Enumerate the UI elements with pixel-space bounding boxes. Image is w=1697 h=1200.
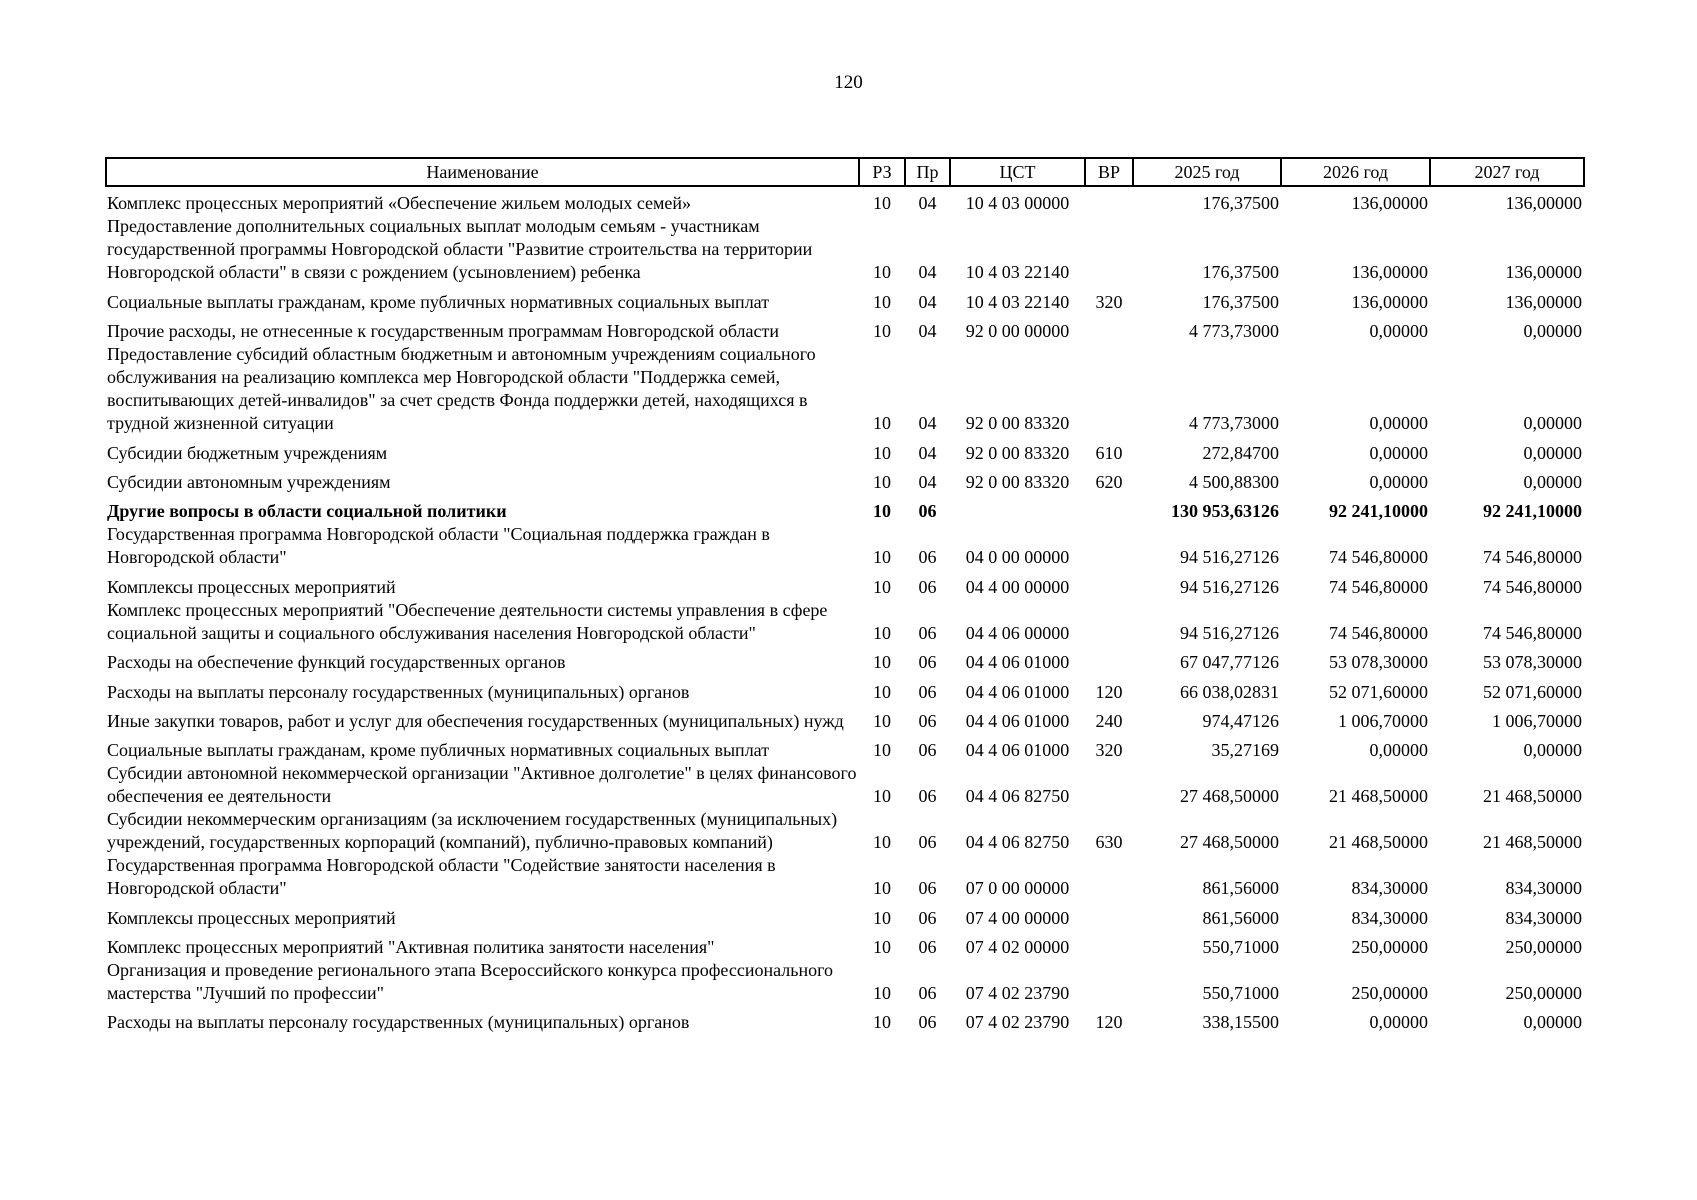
header-2025: 2025 год xyxy=(1133,158,1281,186)
cell-rz: 10 xyxy=(873,681,891,702)
cell-rz: 10 xyxy=(873,576,891,597)
header-2026: 2026 год xyxy=(1281,158,1430,186)
cell-y2027: 136,00000 xyxy=(1505,291,1582,312)
cell-y2026: 74 546,80000 xyxy=(1329,547,1428,568)
cell-cst: 04 4 06 01000 xyxy=(965,710,1070,731)
cell-y2027: 0,00000 xyxy=(1523,740,1582,761)
cell-cst: 07 4 00 00000 xyxy=(965,907,1070,928)
cell-name: Организация и проведение регионального этапа Всероссийского конкурса профессионального мастерства "Лучший по профессии" xyxy=(107,960,834,1004)
cell-y2026: 834,30000 xyxy=(1351,907,1428,928)
cell-vr xyxy=(1085,854,1133,900)
table-row xyxy=(106,523,1584,569)
cell-cst: 92 0 00 00000 xyxy=(965,321,1070,342)
cell-y2026: 0,00000 xyxy=(1369,442,1428,463)
cell-cst: 10 4 03 22140 xyxy=(965,291,1070,312)
cell-y2027: 250,00000 xyxy=(1505,937,1582,958)
cell-name: Другие вопросы в области социальной политики xyxy=(107,501,507,522)
cell-rz: 10 xyxy=(873,907,891,928)
cell-y2027: 92 241,10000 xyxy=(1483,501,1582,522)
cell-y2025: 94 516,27126 xyxy=(1180,576,1279,597)
cell-y2026: 0,00000 xyxy=(1369,413,1428,434)
cell-cst: 07 4 02 00000 xyxy=(965,937,1070,958)
cell-pr: 06 xyxy=(918,710,937,731)
table-row xyxy=(106,900,1584,929)
cell-y2026: 92 241,10000 xyxy=(1329,501,1428,522)
cell-vr: 320 xyxy=(1095,740,1123,761)
cell-y2025: 4 500,88300 xyxy=(1189,471,1279,492)
cell-vr xyxy=(1085,343,1133,435)
cell-vr: 240 xyxy=(1095,710,1123,731)
cell-y2027: 53 078,30000 xyxy=(1483,652,1582,673)
cell-y2025: 27 468,50000 xyxy=(1180,786,1279,807)
cell-cst: 10 4 03 22140 xyxy=(965,262,1070,283)
cell-pr: 06 xyxy=(918,907,937,928)
cell-y2026: 53 078,30000 xyxy=(1329,652,1428,673)
cell-pr: 06 xyxy=(918,681,937,702)
cell-pr: 06 xyxy=(918,576,937,597)
cell-vr xyxy=(1085,494,1133,523)
cell-name: Комплекс процессных мероприятий «Обеспечение жильем молодых семей» xyxy=(107,193,692,214)
cell-rz: 10 xyxy=(873,321,891,342)
cell-rz: 10 xyxy=(873,442,891,463)
cell-vr xyxy=(1085,314,1133,343)
table-row xyxy=(106,435,1584,464)
table-row xyxy=(106,930,1584,959)
cell-name: Субсидии бюджетным учреждениям xyxy=(107,442,388,463)
cell-y2025: 550,71000 xyxy=(1202,983,1279,1004)
cell-y2027: 74 546,80000 xyxy=(1483,547,1582,568)
cell-y2027: 52 071,60000 xyxy=(1483,681,1582,702)
cell-y2026: 74 546,80000 xyxy=(1329,576,1428,597)
cell-vr xyxy=(1085,900,1133,929)
cell-name: Расходы на выплаты персоналу государственных (муниципальных) органов xyxy=(107,681,690,702)
cell-rz: 10 xyxy=(873,471,891,492)
cell-name: Расходы на обеспечение функций государственных органов xyxy=(107,652,566,673)
cell-y2026: 136,00000 xyxy=(1351,193,1428,214)
cell-pr: 04 xyxy=(918,471,937,492)
cell-y2025: 35,27169 xyxy=(1211,740,1279,761)
cell-y2026: 1 006,70000 xyxy=(1338,710,1428,731)
cell-pr: 06 xyxy=(918,740,937,761)
cell-y2025: 94 516,27126 xyxy=(1180,622,1279,643)
cell-rz: 10 xyxy=(873,547,891,568)
cell-y2027: 0,00000 xyxy=(1523,413,1582,434)
cell-y2026: 834,30000 xyxy=(1351,878,1428,899)
cell-cst: 04 4 06 01000 xyxy=(965,740,1070,761)
cell-y2027: 1 006,70000 xyxy=(1492,710,1582,731)
cell-pr: 06 xyxy=(918,983,937,1004)
cell-cst: 92 0 00 83320 xyxy=(965,471,1070,492)
cell-rz: 10 xyxy=(873,937,891,958)
cell-y2027: 136,00000 xyxy=(1505,262,1582,283)
cell-name: Субсидии некоммерческим организациям (за исключением государственных (муниципальных) учреждений, государственных корпораций (компаний), публично-правовых компаний) xyxy=(107,809,838,853)
cell-rz: 10 xyxy=(873,291,891,312)
cell-name: Прочие расходы, не отнесенные к государственным программам Новгородской области xyxy=(107,321,779,342)
cell-y2027: 21 468,50000 xyxy=(1483,786,1582,807)
cell-pr: 04 xyxy=(918,193,937,214)
cell-name: Иные закупки товаров, работ и услуг для обеспечения государственных (муниципальных) нужд xyxy=(107,710,844,731)
cell-rz: 10 xyxy=(873,262,891,283)
cell-y2025: 176,37500 xyxy=(1202,193,1279,214)
cell-vr xyxy=(1085,569,1133,598)
cell-y2026: 0,00000 xyxy=(1369,740,1428,761)
cell-vr: 320 xyxy=(1095,291,1123,312)
cell-vr: 630 xyxy=(1095,832,1123,853)
cell-pr: 04 xyxy=(918,291,937,312)
page-number: 120 xyxy=(834,72,863,93)
cell-y2025: 130 953,63126 xyxy=(1171,501,1279,522)
cell-vr: 120 xyxy=(1095,1012,1123,1033)
header-vr: ВР xyxy=(1085,158,1133,186)
cell-y2025: 338,15500 xyxy=(1202,1012,1279,1033)
cell-pr: 04 xyxy=(918,262,937,283)
cell-name: Государственная программа Новгородской области "Социальная поддержка граждан в Новгородской области" xyxy=(107,524,770,568)
cell-y2025: 4 773,73000 xyxy=(1189,321,1279,342)
cell-y2025: 27 468,50000 xyxy=(1180,832,1279,853)
header-pr: Пр xyxy=(905,158,950,186)
cell-cst: 04 4 06 01000 xyxy=(965,681,1070,702)
cell-pr: 04 xyxy=(918,413,937,434)
cell-y2027: 0,00000 xyxy=(1523,321,1582,342)
cell-vr xyxy=(1085,959,1133,1005)
cell-name: Комплексы процессных мероприятий xyxy=(107,907,396,928)
cell-vr xyxy=(1085,930,1133,959)
cell-cst: 04 4 06 82750 xyxy=(965,832,1070,853)
cell-pr: 04 xyxy=(918,321,937,342)
cell-rz: 10 xyxy=(873,193,891,214)
cell-y2025: 861,56000 xyxy=(1202,907,1279,928)
table-row xyxy=(106,959,1584,1005)
cell-rz: 10 xyxy=(873,740,891,761)
table-row xyxy=(106,343,1584,435)
cell-pr: 06 xyxy=(918,501,937,522)
cell-y2027: 74 546,80000 xyxy=(1483,576,1582,597)
cell-vr xyxy=(1085,215,1133,284)
table-row xyxy=(106,762,1584,808)
cell-y2025: 550,71000 xyxy=(1202,937,1279,958)
cell-y2026: 0,00000 xyxy=(1369,471,1428,492)
table-row xyxy=(106,645,1584,674)
cell-cst: 04 0 00 00000 xyxy=(965,547,1070,568)
cell-rz: 10 xyxy=(873,622,891,643)
cell-y2025: 67 047,77126 xyxy=(1180,652,1279,673)
cell-y2026: 0,00000 xyxy=(1369,1012,1428,1033)
cell-name: Государственная программа Новгородской области "Содействие занятости населения в Новгородской области" xyxy=(107,855,776,899)
table-row xyxy=(106,314,1584,343)
cell-vr xyxy=(1085,762,1133,808)
cell-vr xyxy=(1085,523,1133,569)
cell-vr: 120 xyxy=(1095,681,1123,702)
cell-name: Субсидии автономным учреждениям xyxy=(107,471,391,492)
cell-name: Социальные выплаты гражданам, кроме публичных нормативных социальных выплат xyxy=(107,291,770,312)
cell-cst: 04 4 06 01000 xyxy=(965,652,1070,673)
cell-y2027: 0,00000 xyxy=(1523,1012,1582,1033)
cell-name: Социальные выплаты гражданам, кроме публичных нормативных социальных выплат xyxy=(107,740,770,761)
cell-cst: 07 4 02 23790 xyxy=(965,1012,1070,1033)
cell-y2027: 74 546,80000 xyxy=(1483,622,1582,643)
cell-vr: 620 xyxy=(1095,471,1123,492)
cell-rz: 10 xyxy=(873,878,891,899)
table-row xyxy=(106,284,1584,313)
table-row xyxy=(106,854,1584,900)
cell-y2026: 250,00000 xyxy=(1351,937,1428,958)
cell-cst: 04 4 06 82750 xyxy=(965,786,1070,807)
cell-pr: 06 xyxy=(918,652,937,673)
cell-y2025: 861,56000 xyxy=(1202,878,1279,899)
cell-rz: 10 xyxy=(873,652,891,673)
cell-cst xyxy=(950,494,1085,523)
cell-rz: 10 xyxy=(873,413,891,434)
header-2027: 2027 год xyxy=(1430,158,1584,186)
cell-y2027: 834,30000 xyxy=(1505,907,1582,928)
cell-y2027: 834,30000 xyxy=(1505,878,1582,899)
cell-cst: 07 0 00 00000 xyxy=(965,878,1070,899)
table-body xyxy=(106,186,1584,1034)
table-row xyxy=(106,215,1584,284)
cell-rz: 10 xyxy=(873,832,891,853)
cell-vr: 610 xyxy=(1095,442,1123,463)
cell-y2026: 250,00000 xyxy=(1351,983,1428,1004)
cell-pr: 06 xyxy=(918,878,937,899)
table-row xyxy=(106,733,1584,762)
cell-rz: 10 xyxy=(873,710,891,731)
cell-y2027: 0,00000 xyxy=(1523,471,1582,492)
cell-name: Комплекс процессных мероприятий "Активная политика занятости населения" xyxy=(107,937,715,958)
cell-pr: 06 xyxy=(918,622,937,643)
cell-name: Субсидии автономной некоммерческой организации "Активное долголетие" в целях финансового обеспечения ее деятельности xyxy=(107,763,857,807)
cell-name: Расходы на выплаты персоналу государственных (муниципальных) органов xyxy=(107,1012,690,1033)
cell-rz: 10 xyxy=(873,1012,891,1033)
cell-y2027: 136,00000 xyxy=(1505,193,1582,214)
cell-y2025: 176,37500 xyxy=(1202,262,1279,283)
table-header xyxy=(106,158,1584,186)
table-row xyxy=(106,569,1584,598)
cell-y2025: 272,84700 xyxy=(1202,442,1279,463)
budget-table xyxy=(105,157,1585,1034)
cell-y2025: 974,47126 xyxy=(1202,710,1279,731)
cell-y2026: 0,00000 xyxy=(1369,321,1428,342)
header-name: Наименование xyxy=(106,158,859,186)
cell-pr: 06 xyxy=(918,832,937,853)
cell-y2027: 0,00000 xyxy=(1523,442,1582,463)
cell-y2026: 52 071,60000 xyxy=(1329,681,1428,702)
cell-y2025: 4 773,73000 xyxy=(1189,413,1279,434)
cell-y2026: 21 468,50000 xyxy=(1329,786,1428,807)
cell-y2026: 74 546,80000 xyxy=(1329,622,1428,643)
cell-vr xyxy=(1085,186,1133,215)
cell-pr: 06 xyxy=(918,786,937,807)
table-row xyxy=(106,808,1584,854)
cell-y2026: 21 468,50000 xyxy=(1329,832,1428,853)
cell-cst: 10 4 03 00000 xyxy=(965,193,1070,214)
header-cst: ЦСТ xyxy=(950,158,1085,186)
table-row xyxy=(106,465,1584,494)
cell-rz: 10 xyxy=(873,786,891,807)
cell-y2025: 176,37500 xyxy=(1202,291,1279,312)
header-rz: РЗ xyxy=(859,158,905,186)
cell-cst: 92 0 00 83320 xyxy=(965,413,1070,434)
table-row xyxy=(106,674,1584,703)
cell-y2025: 66 038,02831 xyxy=(1180,681,1279,702)
cell-name: Предоставление субсидий областным бюджетным и автономным учреждениям социального обслуживания на реализацию комплекса мер Новгородской области "Поддержка семей, воспитывающих детей-инвалидов" за счет средств Фонда поддержки детей, находящихся в трудной жизненной ситуации xyxy=(107,344,816,434)
table-row xyxy=(106,186,1584,215)
cell-cst: 04 4 06 00000 xyxy=(965,622,1070,643)
cell-cst: 07 4 02 23790 xyxy=(965,983,1070,1004)
table-row xyxy=(106,1005,1584,1034)
cell-rz: 10 xyxy=(873,501,891,522)
cell-cst: 92 0 00 83320 xyxy=(965,442,1070,463)
cell-y2026: 136,00000 xyxy=(1351,262,1428,283)
cell-vr xyxy=(1085,645,1133,674)
cell-pr: 06 xyxy=(918,547,937,568)
cell-rz: 10 xyxy=(873,983,891,1004)
cell-vr xyxy=(1085,599,1133,645)
cell-name: Предоставление дополнительных социальных выплат молодым семьям - участникам государственной программы Новгородской области "Развитие строительства на территории Новгородской области" в связи с рождением (усыновлением) ребенка xyxy=(107,216,813,283)
table-row xyxy=(106,599,1584,645)
cell-y2027: 250,00000 xyxy=(1505,983,1582,1004)
cell-cst: 04 4 00 00000 xyxy=(965,576,1070,597)
cell-y2026: 136,00000 xyxy=(1351,291,1428,312)
cell-name: Комплексы процессных мероприятий xyxy=(107,576,396,597)
cell-pr: 06 xyxy=(918,937,937,958)
table-row xyxy=(106,494,1584,523)
cell-name: Комплекс процессных мероприятий "Обеспечение деятельности системы управления в сфере социальной защиты и социального обслуживания населения Новгородской области" xyxy=(107,599,828,643)
cell-pr: 04 xyxy=(918,442,937,463)
cell-y2027: 21 468,50000 xyxy=(1483,832,1582,853)
cell-pr: 06 xyxy=(918,1012,937,1033)
table-row xyxy=(106,704,1584,733)
cell-y2025: 94 516,27126 xyxy=(1180,547,1279,568)
